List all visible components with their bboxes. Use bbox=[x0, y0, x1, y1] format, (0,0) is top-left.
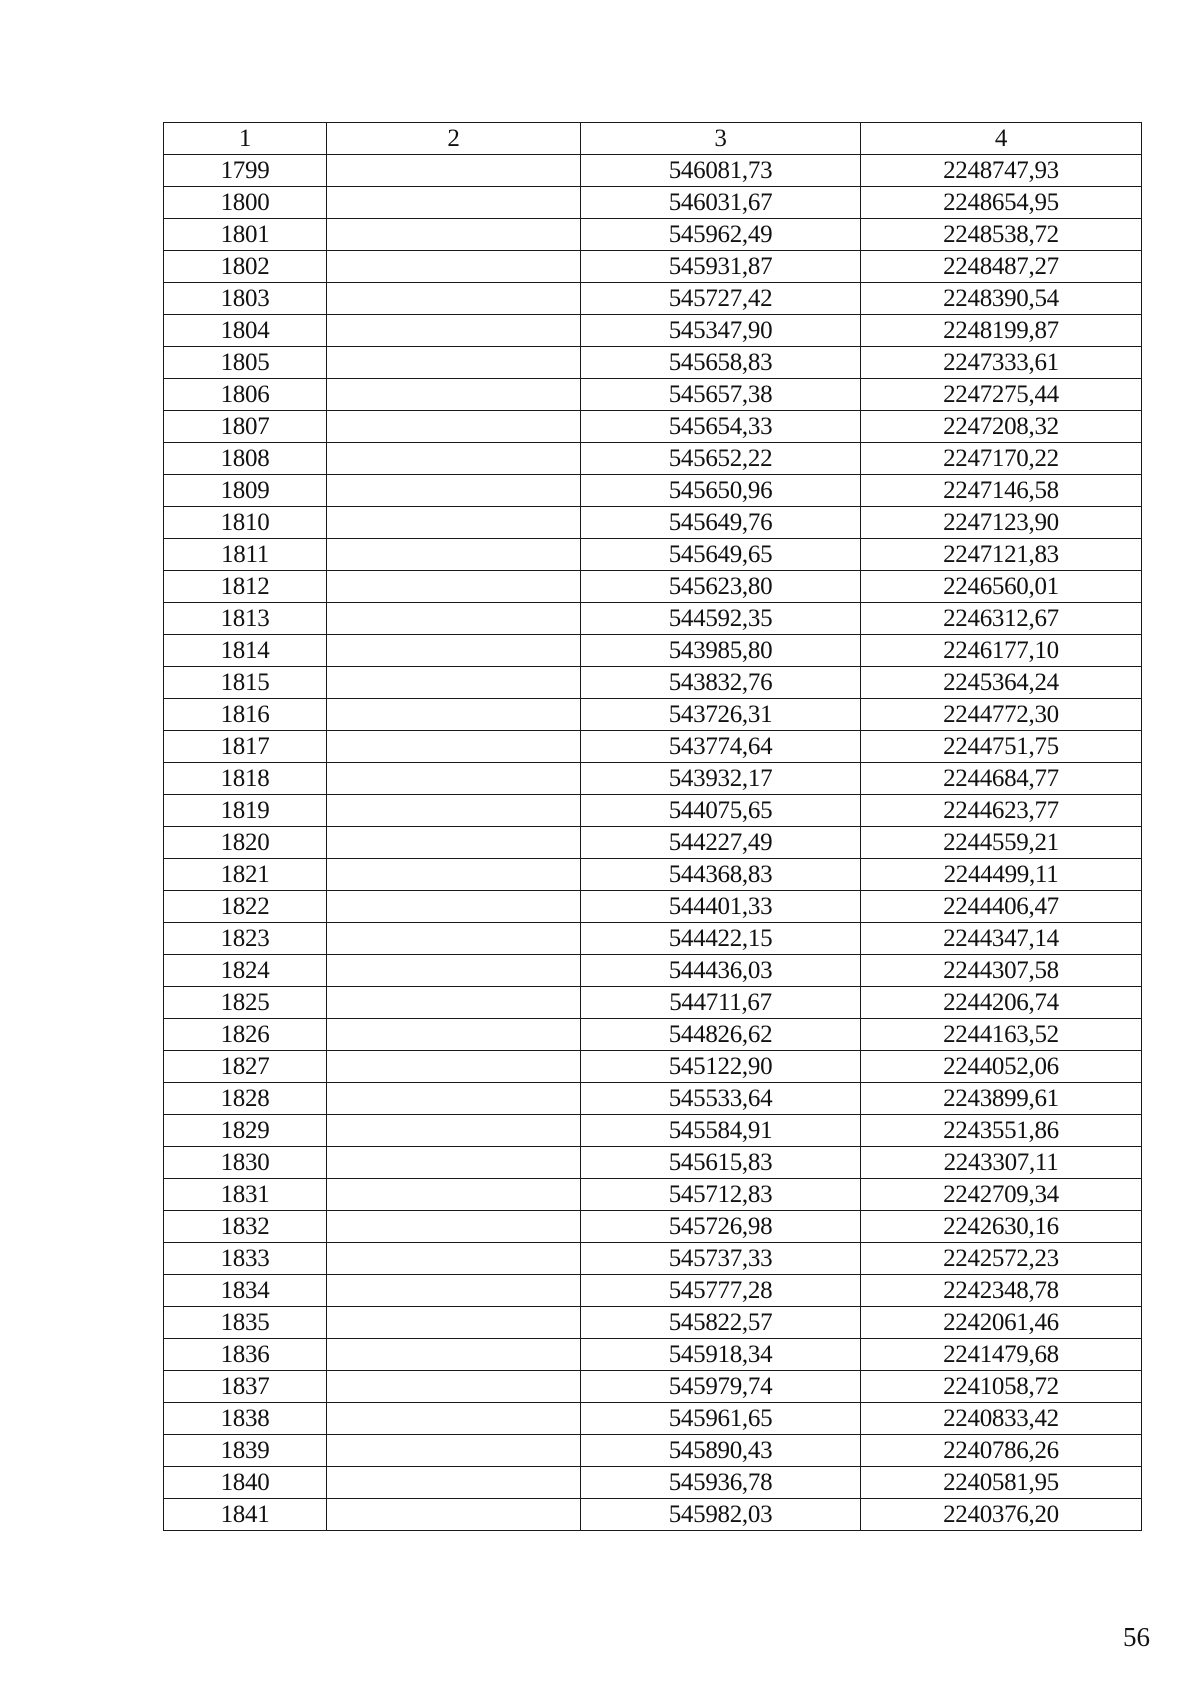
coordinate-y-cell: 2248199,87 bbox=[861, 315, 1142, 347]
table-row bbox=[164, 1467, 1142, 1499]
coordinate-x-cell: 544368,83 bbox=[581, 859, 861, 891]
empty-cell bbox=[327, 1435, 581, 1467]
empty-cell bbox=[327, 603, 581, 635]
empty-cell bbox=[327, 251, 581, 283]
coordinate-x-cell: 545623,80 bbox=[581, 571, 861, 603]
point-number-cell: 1802 bbox=[164, 251, 327, 283]
point-number-cell: 1839 bbox=[164, 1435, 327, 1467]
empty-cell bbox=[327, 379, 581, 411]
empty-cell bbox=[327, 923, 581, 955]
table-row bbox=[164, 187, 1142, 219]
coordinate-y-cell: 2248654,95 bbox=[861, 187, 1142, 219]
empty-cell bbox=[327, 1499, 581, 1531]
coordinates-table bbox=[163, 122, 1142, 1531]
empty-cell bbox=[327, 731, 581, 763]
table-row bbox=[164, 859, 1142, 891]
coordinate-y-cell: 2244559,21 bbox=[861, 827, 1142, 859]
coordinate-x-cell: 545890,43 bbox=[581, 1435, 861, 1467]
table-row bbox=[164, 827, 1142, 859]
point-number-cell: 1821 bbox=[164, 859, 327, 891]
coordinate-x-cell: 546031,67 bbox=[581, 187, 861, 219]
table-row bbox=[164, 731, 1142, 763]
empty-cell bbox=[327, 891, 581, 923]
table-row bbox=[164, 571, 1142, 603]
point-number-cell: 1828 bbox=[164, 1083, 327, 1115]
table-row bbox=[164, 1307, 1142, 1339]
coordinate-x-cell: 545649,65 bbox=[581, 539, 861, 571]
coordinate-y-cell: 2244751,75 bbox=[861, 731, 1142, 763]
coordinate-y-cell: 2244623,77 bbox=[861, 795, 1142, 827]
point-number-cell: 1817 bbox=[164, 731, 327, 763]
empty-cell bbox=[327, 315, 581, 347]
table-row bbox=[164, 603, 1142, 635]
empty-cell bbox=[327, 283, 581, 315]
table-row bbox=[164, 379, 1142, 411]
coordinate-x-cell: 545918,34 bbox=[581, 1339, 861, 1371]
point-number-cell: 1820 bbox=[164, 827, 327, 859]
point-number-cell: 1818 bbox=[164, 763, 327, 795]
coordinate-x-cell: 545726,98 bbox=[581, 1211, 861, 1243]
coordinate-y-cell: 2246312,67 bbox=[861, 603, 1142, 635]
coordinate-x-cell: 545658,83 bbox=[581, 347, 861, 379]
coordinate-y-cell: 2242709,34 bbox=[861, 1179, 1142, 1211]
column-header-3: 3 bbox=[581, 123, 861, 155]
coordinate-y-cell: 2248487,27 bbox=[861, 251, 1142, 283]
point-number-cell: 1812 bbox=[164, 571, 327, 603]
table-row bbox=[164, 539, 1142, 571]
empty-cell bbox=[327, 347, 581, 379]
point-number-cell: 1816 bbox=[164, 699, 327, 731]
point-number-cell: 1834 bbox=[164, 1275, 327, 1307]
coordinate-y-cell: 2242572,23 bbox=[861, 1243, 1142, 1275]
empty-cell bbox=[327, 443, 581, 475]
coordinate-x-cell: 545737,33 bbox=[581, 1243, 861, 1275]
point-number-cell: 1823 bbox=[164, 923, 327, 955]
coordinate-y-cell: 2240376,20 bbox=[861, 1499, 1142, 1531]
coordinate-y-cell: 2243307,11 bbox=[861, 1147, 1142, 1179]
coordinate-x-cell: 544592,35 bbox=[581, 603, 861, 635]
empty-cell bbox=[327, 859, 581, 891]
coordinate-x-cell: 545982,03 bbox=[581, 1499, 861, 1531]
empty-cell bbox=[327, 1307, 581, 1339]
table-row bbox=[164, 475, 1142, 507]
table-row bbox=[164, 443, 1142, 475]
table-row bbox=[164, 1083, 1142, 1115]
empty-cell bbox=[327, 1051, 581, 1083]
coordinate-y-cell: 2244052,06 bbox=[861, 1051, 1142, 1083]
column-header-4: 4 bbox=[861, 123, 1142, 155]
coordinate-x-cell: 545122,90 bbox=[581, 1051, 861, 1083]
coordinate-y-cell: 2247275,44 bbox=[861, 379, 1142, 411]
coordinate-y-cell: 2240786,26 bbox=[861, 1435, 1142, 1467]
point-number-cell: 1838 bbox=[164, 1403, 327, 1435]
point-number-cell: 1806 bbox=[164, 379, 327, 411]
coordinate-x-cell: 544826,62 bbox=[581, 1019, 861, 1051]
table-row bbox=[164, 507, 1142, 539]
table-row bbox=[164, 251, 1142, 283]
table-row bbox=[164, 635, 1142, 667]
coordinate-y-cell: 2244772,30 bbox=[861, 699, 1142, 731]
point-number-cell: 1829 bbox=[164, 1115, 327, 1147]
point-number-cell: 1822 bbox=[164, 891, 327, 923]
point-number-cell: 1807 bbox=[164, 411, 327, 443]
empty-cell bbox=[327, 1211, 581, 1243]
coordinate-y-cell: 2246177,10 bbox=[861, 635, 1142, 667]
table-row bbox=[164, 1339, 1142, 1371]
coordinate-x-cell: 545652,22 bbox=[581, 443, 861, 475]
point-number-cell: 1833 bbox=[164, 1243, 327, 1275]
coordinate-x-cell: 544711,67 bbox=[581, 987, 861, 1019]
table-row bbox=[164, 1019, 1142, 1051]
coordinate-x-cell: 545347,90 bbox=[581, 315, 861, 347]
coordinate-y-cell: 2246560,01 bbox=[861, 571, 1142, 603]
coordinate-x-cell: 545615,83 bbox=[581, 1147, 861, 1179]
point-number-cell: 1831 bbox=[164, 1179, 327, 1211]
table-row bbox=[164, 923, 1142, 955]
empty-cell bbox=[327, 155, 581, 187]
empty-cell bbox=[327, 763, 581, 795]
coordinate-y-cell: 2247333,61 bbox=[861, 347, 1142, 379]
coordinate-x-cell: 545533,64 bbox=[581, 1083, 861, 1115]
point-number-cell: 1810 bbox=[164, 507, 327, 539]
point-number-cell: 1813 bbox=[164, 603, 327, 635]
point-number-cell: 1841 bbox=[164, 1499, 327, 1531]
coordinate-x-cell: 545727,42 bbox=[581, 283, 861, 315]
coordinate-y-cell: 2241058,72 bbox=[861, 1371, 1142, 1403]
coordinate-y-cell: 2247208,32 bbox=[861, 411, 1142, 443]
coordinate-x-cell: 545650,96 bbox=[581, 475, 861, 507]
page-number: 56 bbox=[1123, 1622, 1150, 1652]
table-row bbox=[164, 763, 1142, 795]
table-row bbox=[164, 1115, 1142, 1147]
empty-cell bbox=[327, 539, 581, 571]
point-number-cell: 1825 bbox=[164, 987, 327, 1019]
coordinate-y-cell: 2247170,22 bbox=[861, 443, 1142, 475]
coordinate-y-cell: 2240833,42 bbox=[861, 1403, 1142, 1435]
point-number-cell: 1799 bbox=[164, 155, 327, 187]
point-number-cell: 1832 bbox=[164, 1211, 327, 1243]
table-row bbox=[164, 891, 1142, 923]
coordinate-y-cell: 2244684,77 bbox=[861, 763, 1142, 795]
empty-cell bbox=[327, 1019, 581, 1051]
table-row bbox=[164, 1211, 1142, 1243]
empty-cell bbox=[327, 507, 581, 539]
coordinate-x-cell: 545979,74 bbox=[581, 1371, 861, 1403]
table-row bbox=[164, 955, 1142, 987]
empty-cell bbox=[327, 1243, 581, 1275]
coordinate-y-cell: 2247121,83 bbox=[861, 539, 1142, 571]
coordinate-y-cell: 2242630,16 bbox=[861, 1211, 1142, 1243]
coordinate-y-cell: 2248538,72 bbox=[861, 219, 1142, 251]
coordinate-x-cell: 545654,33 bbox=[581, 411, 861, 443]
table-row bbox=[164, 1403, 1142, 1435]
coordinate-y-cell: 2242348,78 bbox=[861, 1275, 1142, 1307]
coordinate-x-cell: 545962,49 bbox=[581, 219, 861, 251]
point-number-cell: 1800 bbox=[164, 187, 327, 219]
empty-cell bbox=[327, 667, 581, 699]
column-header-1: 1 bbox=[164, 123, 327, 155]
table-row bbox=[164, 1147, 1142, 1179]
table-row bbox=[164, 219, 1142, 251]
coordinate-y-cell: 2242061,46 bbox=[861, 1307, 1142, 1339]
coordinate-x-cell: 544436,03 bbox=[581, 955, 861, 987]
empty-cell bbox=[327, 955, 581, 987]
empty-cell bbox=[327, 635, 581, 667]
empty-cell bbox=[327, 1403, 581, 1435]
coordinate-x-cell: 544227,49 bbox=[581, 827, 861, 859]
table-row bbox=[164, 1179, 1142, 1211]
empty-cell bbox=[327, 1275, 581, 1307]
coordinate-x-cell: 545931,87 bbox=[581, 251, 861, 283]
empty-cell bbox=[327, 1339, 581, 1371]
empty-cell bbox=[327, 1179, 581, 1211]
table-body bbox=[164, 155, 1142, 1531]
empty-cell bbox=[327, 411, 581, 443]
point-number-cell: 1805 bbox=[164, 347, 327, 379]
point-number-cell: 1836 bbox=[164, 1339, 327, 1371]
point-number-cell: 1819 bbox=[164, 795, 327, 827]
point-number-cell: 1824 bbox=[164, 955, 327, 987]
empty-cell bbox=[327, 475, 581, 507]
coordinate-y-cell: 2248390,54 bbox=[861, 283, 1142, 315]
empty-cell bbox=[327, 699, 581, 731]
coordinate-y-cell: 2244307,58 bbox=[861, 955, 1142, 987]
point-number-cell: 1827 bbox=[164, 1051, 327, 1083]
coordinate-x-cell: 544401,33 bbox=[581, 891, 861, 923]
coordinate-x-cell: 543932,17 bbox=[581, 763, 861, 795]
point-number-cell: 1811 bbox=[164, 539, 327, 571]
coordinate-x-cell: 545584,91 bbox=[581, 1115, 861, 1147]
table-row bbox=[164, 155, 1142, 187]
coordinate-x-cell: 545936,78 bbox=[581, 1467, 861, 1499]
table-row bbox=[164, 1435, 1142, 1467]
coordinate-x-cell: 545657,38 bbox=[581, 379, 861, 411]
coordinate-x-cell: 545777,28 bbox=[581, 1275, 861, 1307]
table-row bbox=[164, 667, 1142, 699]
coordinate-x-cell: 543985,80 bbox=[581, 635, 861, 667]
coordinate-y-cell: 2244499,11 bbox=[861, 859, 1142, 891]
coordinate-x-cell: 545822,57 bbox=[581, 1307, 861, 1339]
point-number-cell: 1837 bbox=[164, 1371, 327, 1403]
table-row bbox=[164, 1371, 1142, 1403]
coordinate-y-cell: 2247123,90 bbox=[861, 507, 1142, 539]
point-number-cell: 1815 bbox=[164, 667, 327, 699]
coordinate-y-cell: 2247146,58 bbox=[861, 475, 1142, 507]
table-row bbox=[164, 1051, 1142, 1083]
empty-cell bbox=[327, 795, 581, 827]
table-row bbox=[164, 1275, 1142, 1307]
empty-cell bbox=[327, 1083, 581, 1115]
point-number-cell: 1840 bbox=[164, 1467, 327, 1499]
coordinate-y-cell: 2248747,93 bbox=[861, 155, 1142, 187]
coordinate-y-cell: 2240581,95 bbox=[861, 1467, 1142, 1499]
empty-cell bbox=[327, 827, 581, 859]
table-row bbox=[164, 1499, 1142, 1531]
table-row bbox=[164, 315, 1142, 347]
coordinate-x-cell: 545961,65 bbox=[581, 1403, 861, 1435]
point-number-cell: 1826 bbox=[164, 1019, 327, 1051]
table-row bbox=[164, 1243, 1142, 1275]
coordinate-y-cell: 2241479,68 bbox=[861, 1339, 1142, 1371]
coordinate-y-cell: 2245364,24 bbox=[861, 667, 1142, 699]
coordinate-x-cell: 543726,31 bbox=[581, 699, 861, 731]
table-row bbox=[164, 347, 1142, 379]
point-number-cell: 1803 bbox=[164, 283, 327, 315]
empty-cell bbox=[327, 187, 581, 219]
point-number-cell: 1830 bbox=[164, 1147, 327, 1179]
coordinate-y-cell: 2244163,52 bbox=[861, 1019, 1142, 1051]
empty-cell bbox=[327, 1115, 581, 1147]
point-number-cell: 1801 bbox=[164, 219, 327, 251]
table-row bbox=[164, 987, 1142, 1019]
coordinate-x-cell: 546081,73 bbox=[581, 155, 861, 187]
coordinate-y-cell: 2244206,74 bbox=[861, 987, 1142, 1019]
point-number-cell: 1814 bbox=[164, 635, 327, 667]
empty-cell bbox=[327, 1371, 581, 1403]
coordinate-y-cell: 2243551,86 bbox=[861, 1115, 1142, 1147]
empty-cell bbox=[327, 1147, 581, 1179]
coordinate-x-cell: 545649,76 bbox=[581, 507, 861, 539]
coordinate-x-cell: 545712,83 bbox=[581, 1179, 861, 1211]
coordinate-x-cell: 544422,15 bbox=[581, 923, 861, 955]
coordinate-y-cell: 2244406,47 bbox=[861, 891, 1142, 923]
table-header-row bbox=[164, 123, 1142, 155]
point-number-cell: 1808 bbox=[164, 443, 327, 475]
point-number-cell: 1804 bbox=[164, 315, 327, 347]
point-number-cell: 1835 bbox=[164, 1307, 327, 1339]
table-row bbox=[164, 283, 1142, 315]
coordinate-y-cell: 2244347,14 bbox=[861, 923, 1142, 955]
point-number-cell: 1809 bbox=[164, 475, 327, 507]
table-row bbox=[164, 699, 1142, 731]
coordinate-x-cell: 544075,65 bbox=[581, 795, 861, 827]
empty-cell bbox=[327, 571, 581, 603]
empty-cell bbox=[327, 1467, 581, 1499]
empty-cell bbox=[327, 987, 581, 1019]
coordinate-x-cell: 543832,76 bbox=[581, 667, 861, 699]
table-row bbox=[164, 411, 1142, 443]
column-header-2: 2 bbox=[327, 123, 581, 155]
table-row bbox=[164, 795, 1142, 827]
coordinate-x-cell: 543774,64 bbox=[581, 731, 861, 763]
empty-cell bbox=[327, 219, 581, 251]
coordinate-y-cell: 2243899,61 bbox=[861, 1083, 1142, 1115]
